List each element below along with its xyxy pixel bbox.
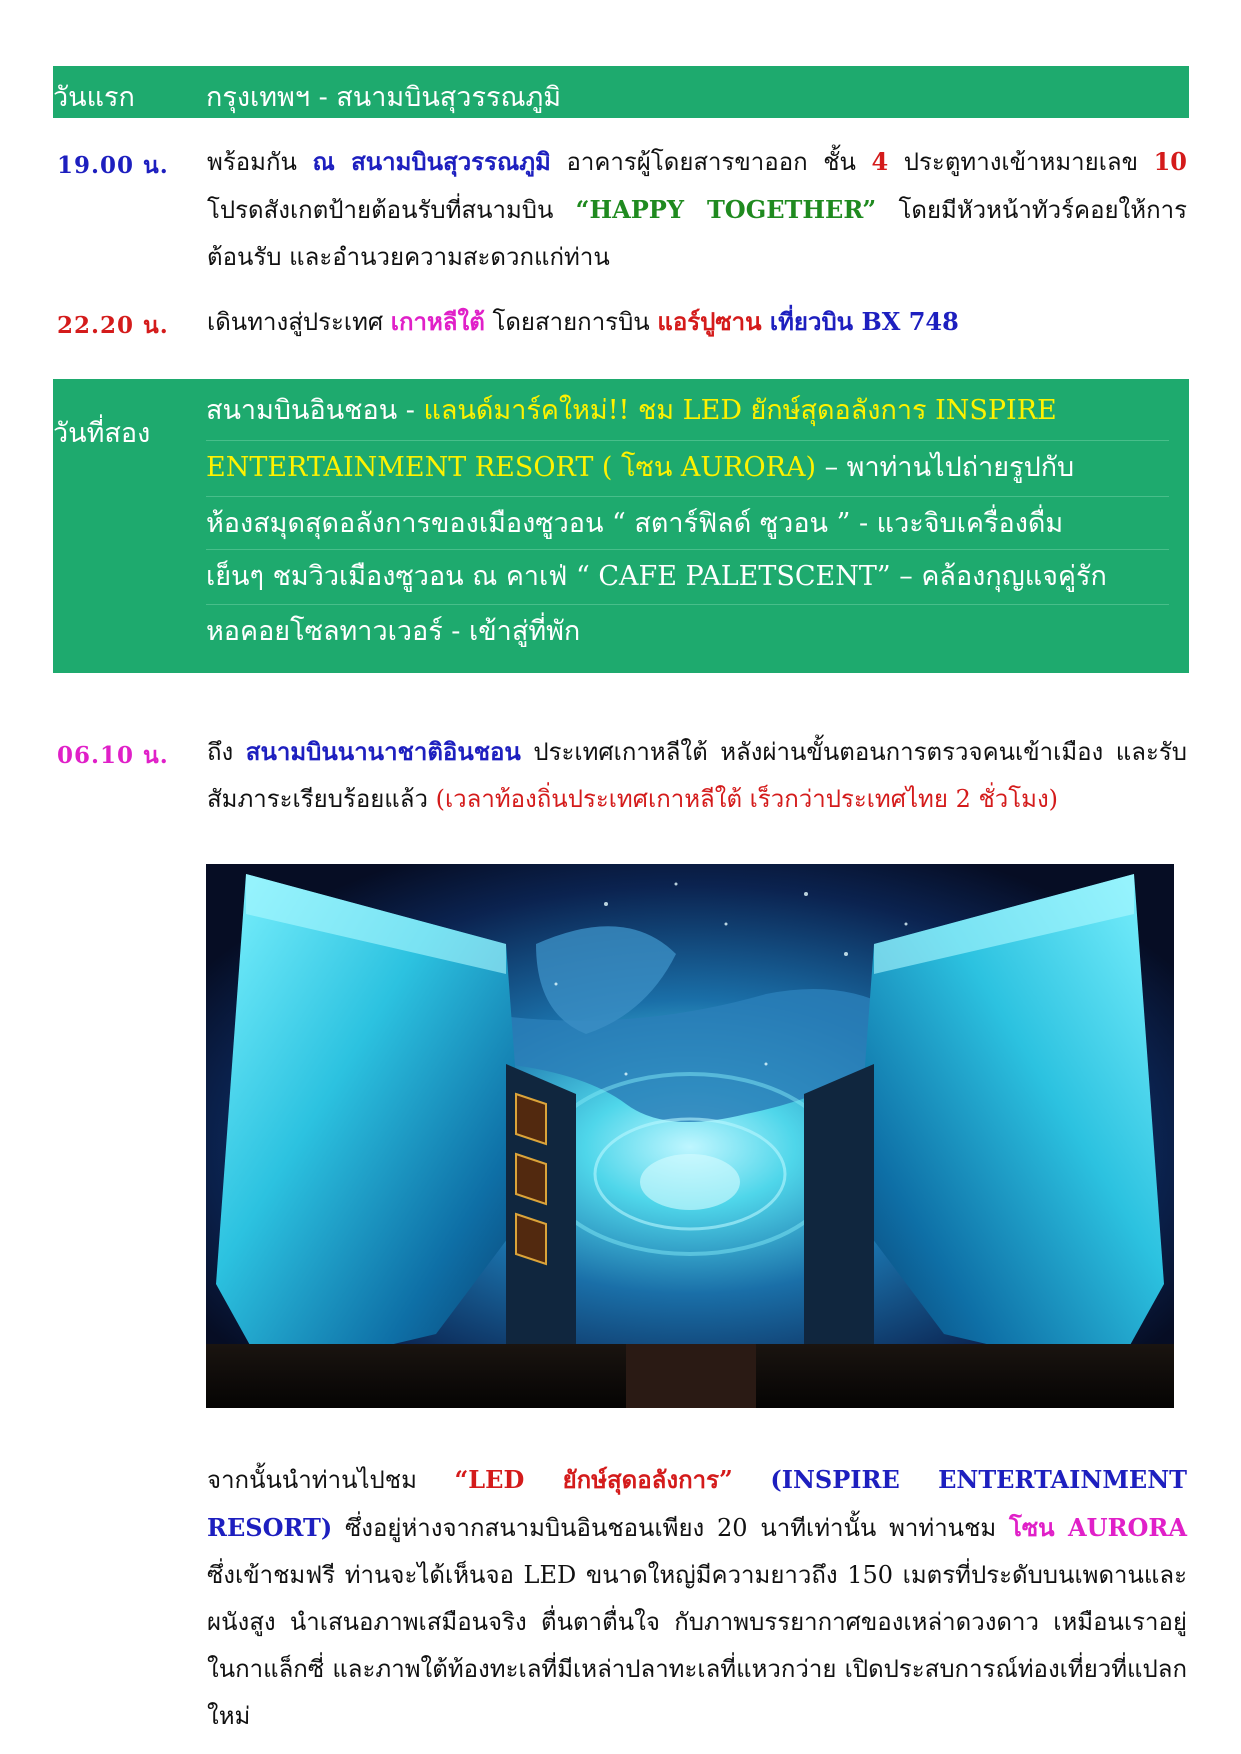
landmark-highlight: ENTERTAINMENT RESORT ( โซน AURORA) <box>206 452 816 483</box>
sign-text: “HAPPY TOGETHER” <box>575 195 877 224</box>
led-tunnel-photo <box>206 864 1174 1408</box>
airline-highlight: แอร์ปูซาน <box>657 307 762 336</box>
time-1900: 19.00 น. <box>57 152 169 179</box>
led-highlight: “LED ยักษ์สุดอลังการ” <box>454 1465 733 1494</box>
day2-line-3: ห้องสมุดสุดอลังการของเมืองซูวอน “ สตาร์ฟิลด์ ซูวอน ” - แวะจิบเครื่องดื่ม <box>206 496 1169 551</box>
zone-highlight: โซน AURORA <box>1008 1513 1187 1542</box>
flight-number: เที่ยวบิน BX 748 <box>761 307 959 336</box>
text-span: อาคารผู้โดยสารขาออก ชั้น <box>550 148 872 176</box>
schedule-2220 <box>207 298 1187 346</box>
text-span: โดยมีหัวหน้าทัวร์คอยให้การต้อนรับ และอำนวยความสะดวกแก่ท่าน <box>207 196 1187 271</box>
text-span: พร้อมกัน <box>207 148 313 176</box>
day2-header-band <box>53 379 1189 673</box>
text-span: ซึ่งเข้าชมฟรี ท่านจะได้เห็นจอ LED ขนาดใหญ่มีความยาวถึง 150 เมตรที่ประดับบนเพดานและผนังสูง นำเสนอภาพเสมือนจริง ตื่นตาตื่นใจ กับภาพบรรยากาศของเหล่าดวงดาว เหมือนเราอยู่ในกาแล็กซี่ และภาพใต้ท้องทะเลที่มีเหล่าปลาทะเลที่แหวกว่าย เปิดประสบการณ์ท่องเที่ยวที่แปลกใหม่ <box>207 1561 1187 1730</box>
text-span: ประเทศเกาหลีใต้ หลังผ่านขั้นตอนการตรวจคนเข้าเมือง และรับสัมภาระเรียบร้อยแล้ว <box>207 738 1187 813</box>
timezone-note: (เวลาท้องถิ่นประเทศเกาหลีใต้ เร็วกว่าประเทศไทย 2 ชั่วโมง) <box>435 785 1059 813</box>
day2-line-1 <box>206 384 1169 438</box>
day2-line-2 <box>206 440 1169 495</box>
day1-header-band <box>53 66 1189 118</box>
text-span: จากนั้นนำท่านไปชม <box>207 1466 455 1494</box>
day2-line-5: หอคอยโซลทาวเวอร์ - เข้าสู่ที่พัก <box>206 604 1169 659</box>
text-span: ประตูทางเข้าหมายเลข <box>888 148 1154 176</box>
day2-label: วันที่สอง <box>53 418 151 449</box>
text-span: ซึ่งอยู่ห่างจากสนามบินอินชอนเพียง 20 นาทีเท่านั้น พาท่านชม <box>332 1514 1009 1542</box>
time-2220: 22.20 น. <box>57 312 169 339</box>
text-span: โปรดสังเกตป้ายต้อนรับที่สนามบิน <box>207 196 576 224</box>
country-highlight: เกาหลีใต้ <box>390 307 485 336</box>
text-span: – พาท่านไปถ่ายรูปกับ <box>815 452 1075 483</box>
text-span: สนามบินอินชอน - <box>206 395 424 426</box>
text-span <box>733 1466 771 1494</box>
day1-label: วันแรก <box>53 82 135 113</box>
day1-title: กรุงเทพฯ - สนามบินสุวรรณภูมิ <box>206 82 562 113</box>
resort-highlight: (INSPIRE ENTERTAINMENT RESORT) <box>207 1465 1187 1542</box>
airport-highlight: สนามบินนานาชาติอินชอน <box>245 737 521 766</box>
day2-line-4: เย็นๆ ชมวิวเมืองซูวอน ณ คาเฟ่ “ CAFE PALETSCENT” – คล้องกุญแจคู่รัก <box>206 549 1169 604</box>
schedule-0610 <box>207 728 1187 823</box>
floor-number: 4 <box>871 147 889 176</box>
text-span: โดยสายการบิน <box>484 308 658 336</box>
text-span: ถึง <box>207 738 246 766</box>
description-paragraph <box>207 1456 1187 1740</box>
airport-highlight: ณ สนามบินสุวรรณภูมิ <box>312 147 551 176</box>
gate-number: 10 <box>1153 147 1187 176</box>
landmark-highlight: แลนด์มาร์คใหม่!! ชม LED ยักษ์สุดอลังการ INSPIRE <box>423 395 1057 426</box>
time-0610: 06.10 น. <box>57 742 169 769</box>
schedule-1900 <box>207 138 1187 281</box>
text-span: เดินทางสู่ประเทศ <box>207 308 391 336</box>
